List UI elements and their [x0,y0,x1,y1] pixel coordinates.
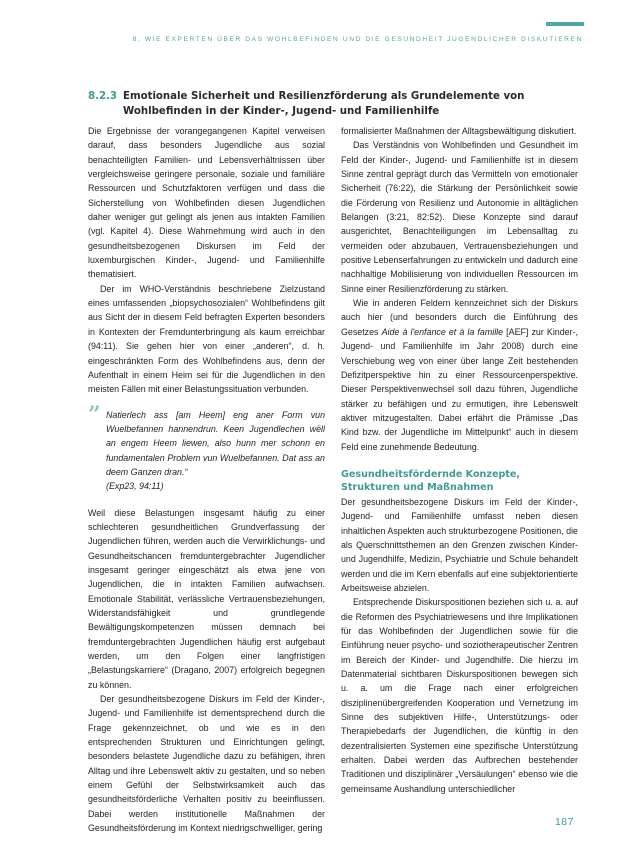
section-heading [88,89,588,119]
page-number: 187 [554,816,574,828]
block-quote [88,401,325,494]
section-heading-line1 [88,89,588,104]
quote-mark-icon: ” [88,401,101,428]
subheading: Gesundheitsfördernde Konzepte, Strukturen und Maßnahmen [341,468,521,494]
left-column [88,124,325,836]
running-header: 8. WIE EXPERTEN ÜBER DAS WOHLBEFINDEN UND DIE GESUNDHEIT JUGENDLICHER DISKUTIEREN [132,36,583,43]
section-number: 8.2.3 [88,91,118,102]
quote-text: Natierlech ass [am Heem] eng aner Form vun Wuelbefannen hannendrun. Keen Jugendlechen wëll an engem Heem liewen, also hunn mer schonn en fundamentalen Problem vun Wuelbefannen. Dat ass an deem Ganzen dran.“ [106,409,325,477]
right-column [341,124,578,796]
paragraph: formalisierter Maßnahmen der Alltagsbewältigung diskutiert. [341,126,577,136]
paragraph: Entsprechende Diskurspositionen beziehen sich u. a. auf die Reformen des Psychiatriewesens und ihre Implikationen für das Wohlbefinden der Jugendlichen sowie für die Einführung neuer psycho- und soziotherapeutischer Zentren im Bereich der Kinder- und Jugendhilfe. Die hierzu im Datenmaterial sichtbaren Diskurspositionen bewegen sich u. a. um die Frage nach einer erfolgreichen disziplinenübergreifenden Kooperation und Vernetzung im Sinne des subjektiven Hilfe-, Unterstützungs- oder Therapiebedarfs der Jugendlichen, die künftig in den dezentralisierten Systemen eine spezifische Unterstützung erhalten. Dabei werden das Aufbrechen bestehender Traditionen und disziplinärer „Versäulungen“ ebenso wie die gemeinsame Aushandlung unterschiedlicher [341,597,578,794]
paragraph [341,296,578,454]
law-title: Aide à l'enfance et à la famille [381,326,504,337]
section-title-line1: Emotionale Sicherheit und Resilienzförderung als Grundelemente von [123,91,525,102]
paragraph: Der im WHO-Verständnis beschriebene Zielzustand eines umfassenden „biopsychosozialen“ Wohlbefindens gilt aus Sicht der in diesem Feld befragten Experten besonders in Kontexten der Fremdunterbringung als kaum erreichbar (94:11). Sie gehen hier von einer „anderen“, d. h. eingeschränkten Form des Wohlbefindens aus, denn der Aufenthalt in einem Heim sei für die Jugendlichen in den meisten Fällen mit einer Belastungssituation verbunden. [88,283,325,395]
paragraph: Der gesundheitsbezogene Diskurs im Feld der Kinder-, Jugend- und Familienhilfe ist dementsprechend durch die Frage gekennzeichnet, ob und wie es in den entsprechenden Strukturen und Einrichtungen gelingt, besonders belastete Jugendliche dazu zu befähigen, ihren Alltag und ihre Lebenswelt aktiv zu gestalten, und so neben einem Gefühl der Selbstwirksamkeit auch das gesundheitsförderliche Verhalten positiv zu beeinflussen. Dabei werden institutionelle Maßnahmen der Gesundheitsförderung im Kontext niedrigschwelliger, gering [88,694,325,834]
section-title-line2: Wohlbefinden in der Kinder-, Jugend- und Familienhilfe [123,106,440,117]
paragraph: Das Verständnis von Wohlbefinden und Gesundheit im Feld der Kinder-, Jugend- und Familienhilfe ist in diesem Sinne zentral geprägt durch das Vermitteln von emotionaler Sicherheit (76:22), die Stärkung der Persönlichkeit sowie die Förderung von Resilienz und Autonomie in alltäglichen Belangen (3:21, 82:52). Diese Konzepte sind darauf ausgerichtet, Benachteiligungen im Lebensalltag zu vermeiden oder abzubauen, Vertrauensbeziehungen und positive Lebenserfahrungen zu entwickeln und dadurch eine nachhaltige Mobilisierung von individuellen Ressourcen im Sinne einer Resilienzförderung zu stärken. [341,140,578,294]
quote-source: (Exp23, 94:11) [106,481,164,492]
paragraph: Die Ergebnisse der vorangegangenen Kapitel verweisen darauf, dass besonders Jugendliche aus sozial benachteiligten Familien- und Lebensverhältnissen über vergleichsweise geringere personale, soziale und familiäre Ressourcen und Schutzfaktoren verfügen und dass die Sicherstellung von Wohlbefinden diesen Jugendlichen daher weniger gut gelingt als jenen aus intakten Familien (vgl. Kapitel 4). Diese Wahrnehmung wird auch in den gesundheitsbezogenen Diskursen im Feld der luxemburgischen Kinder-, Jugend- und Familienhilfe thematisiert. [88,126,325,280]
paragraph-text: [AEF] zur Kinder-, Jugend- und Familienhilfe im Jahr 2008) durch eine Verschiebung weg von einer über lange Zeit bestehenden Defizitperspektive hin zu einer Ressourcenperspektive. Dieser Perspektivenwechsel soll dazu führen, Jugendliche stärker zu befähigen und zu ermutigen, ihre Lebenswelt aktiver mitzugestalten. Dabei erfährt die Prämisse „Das Kind bzw. der Jugendliche im Mittelpunkt“ auch in diesem Feld eine zunehmende Bedeutung. [341,326,578,452]
paragraph: Der gesundheitsbezogene Diskurs im Feld der Kinder-, Jugend- und Familienhilfe umfasst neben diesen inhaltlichen Aspekten auch strukturbezogene Positionen, die als Querschnittsthemen an den Grenzen zwischen Kinder- und Jugendhilfe, Medizin, Psychiatrie und Schule behandelt werden und die im Kern ebenfalls auf eine subjektorientierte Arbeitsweise abzielen. [341,496,578,593]
paragraph: Weil diese Belastungen insgesamt häufig zu einer schlechteren gesundheitlichen Grundverfassung der Jugendlichen führen, werden auch die Verwirklichungs- und Gesundheitschancen fremduntergebrachter Jugendlicher insgesamt geringer eingeschätzt als etwa jene von Jugendlichen, die in intakten Familien aufwachsen. Emotionale Stabilität, verlässliche Vertrauensbeziehungen, Widerstandsfähigkeit und grundlegende Bewältigungskompetenzen müssen demnach bei fremduntergebrachten Jugendlichen häufig erst aufgebaut werden, um den Folgen einer langfristigen „Belastungskarriere“ (Dragano, 2007) erfolgreich begegnen zu können. [88,507,325,690]
header-accent-rule [546,22,584,26]
paragraph-text: Wie in anderen Feldern kennzeichnet sich der Diskurs auch hier (und besonders durch die Einführung des Gesetzes [341,298,578,337]
